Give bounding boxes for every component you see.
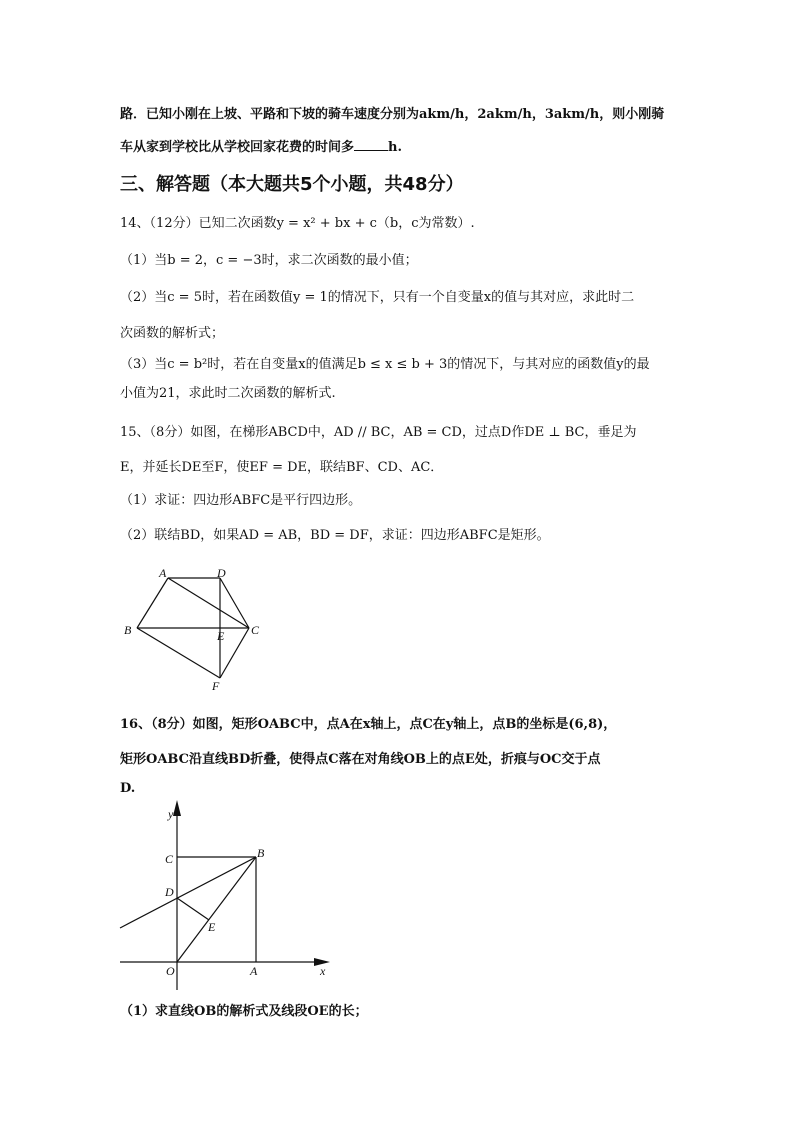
q16-stem-line3: D. [120, 781, 136, 796]
label-B: B [257, 846, 265, 860]
q16-stem-line1: 16、（8分）如图，矩形OABC中，点A在x轴上，点C在y轴上，点B的坐标是(6,8)， [120, 717, 617, 732]
q15-part1: （1）求证：四边形ABFC是平行四边形。 [120, 493, 362, 508]
label-y: y [168, 807, 174, 821]
q15-stem-line1: 15、（8分）如图，在梯形ABCD中，AD // BC，AB = CD，过点D作DE ⊥ BC，垂足为 [120, 425, 637, 440]
label-E: E [208, 920, 216, 934]
fold-line-BD [120, 857, 256, 928]
label-C: C [165, 852, 174, 866]
section-3-title: 三、解答题（本大题共5个小题，共48分） [120, 174, 464, 195]
q14-stem: 14、（12分）已知二次函数y = x² + bx + c（b，c为常数）. [120, 216, 475, 231]
q14-part3-line2: 小值为21，求此时二次函数的解析式. [120, 386, 336, 401]
q16-part1: （1）求直线OB的解析式及线段OE的长； [120, 1004, 368, 1019]
label-A: A [250, 964, 258, 978]
q14-part2-line1: （2）当c = 5时，若在函数值y = 1的情况下，只有一个自变量x的值与其对应，求此时二 [120, 290, 635, 305]
q15-part2: （2）联结BD，如果AD = AB，BD = DF，求证：四边形ABFC是矩形。 [120, 528, 550, 543]
y-axis-arrow [173, 800, 181, 816]
label-D: D [165, 885, 174, 899]
diagonal-OB [177, 857, 256, 962]
label-D: D [217, 566, 226, 580]
segment-DE [177, 898, 209, 920]
q15-stem-line2: E，并延长DE至F，使EF = DE，联结BF、CD、AC． [120, 460, 444, 475]
label-F: F [212, 679, 220, 693]
label-E: E [217, 629, 225, 643]
q14-part2-line2: 次函数的解析式； [120, 326, 225, 341]
label-C: C [251, 623, 260, 637]
label-O: O [166, 964, 175, 978]
q14-part3-line1: （3）当c = b²时，若在自变量x的值满足b ≤ x ≤ b + 3的情况下，与其对应的函数值y的最 [120, 357, 650, 372]
label-B: B [124, 623, 132, 637]
q13-text-line2b: h. [388, 140, 402, 155]
q14-part1: （1）当b = 2，c = −3时，求二次函数的最小值； [120, 253, 418, 268]
label-x: x [320, 964, 326, 978]
q16-stem-line2: 矩形OABC沿直线BD折叠，使得点C落在对角线OB上的点E处，折痕与OC交于点 [120, 752, 601, 767]
q13-text-line2a: 车从家到学校比从学校回家花费的时间多 [120, 140, 355, 155]
label-A: A [159, 566, 167, 580]
q13-text-line1: 路．已知小刚在上坡、平路和下坡的骑车速度分别为akm/h，2akm/h，3akm/h，则小刚骑 [120, 107, 665, 122]
